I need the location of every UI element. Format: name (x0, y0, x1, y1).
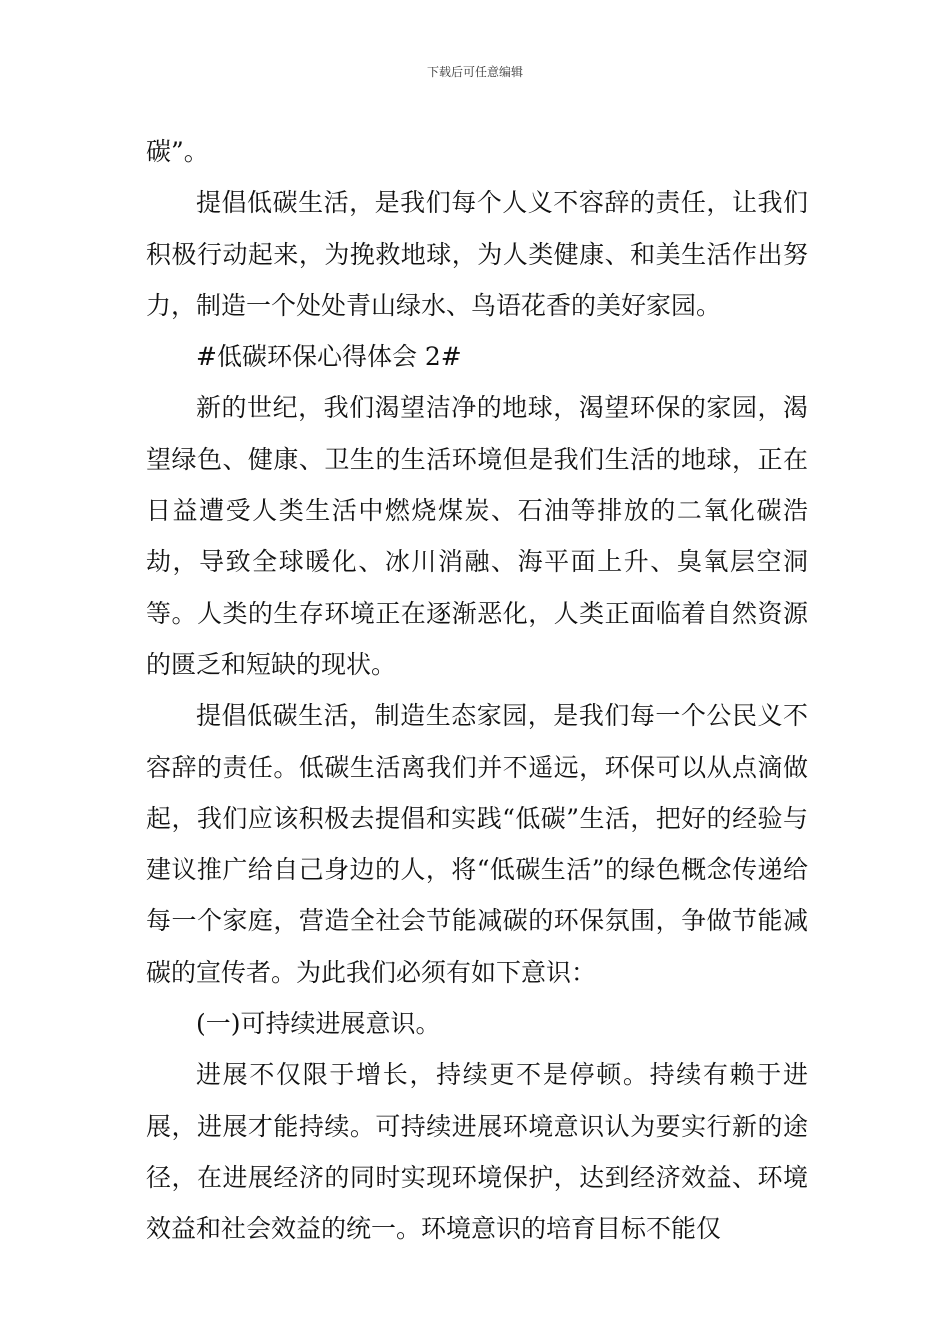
paragraph-new-century: 新的世纪，我们渴望洁净的地球，渴望环保的家园，渴望绿色、健康、卫生的生活环境但是我们生活的地球，正在日益遭受人类生活中燃烧煤炭、石油等排放的二氧化碳浩劫，导致全球暖化、冰川消融、海平面上升、臭氧层空洞等。人类的生存环境正在逐渐恶化，人类正面临着自然资源的匮乏和短缺的现状。 (146, 393, 808, 679)
paragraph-continuation: 碳”。 (146, 137, 209, 166)
paragraph-low-carbon-responsibility: 提倡低碳生活，是我们每个人义不容辞的责任，让我们积极行动起来，为挽救地球，为人类健康、和美生活作出努力，制造一个处处青山绿水、鸟语花香的美好家园。 (146, 188, 808, 320)
paragraph-advocate-low-carbon: 提倡低碳生活，制造生态家园，是我们每一个公民义不容辞的责任。低碳生活离我们并不遥远，环保可以从点滴做起，我们应该积极去提倡和实践“低碳”生活，把好的经验与建议推广给自己身边的人，将“低碳生活”的绿色概念传递给每一个家庭，营造全社会节能减碳的环保氛围，争做节能减碳的宣传者。为此我们必须有如下意识： (146, 701, 808, 987)
document-body (146, 126, 808, 1255)
section-heading: #低碳环保心得体会 2# (196, 342, 462, 372)
page-header: 下载后可任意编辑 (426, 65, 523, 79)
list-item-sustainable-development: (一)可持续进展意识。 (196, 1009, 441, 1039)
paragraph-development-sustainability: 进展不仅限于增长，持续更不是停顿。持续有赖于进展，进展才能持续。可持续进展环境意识认为要实行新的途径，在进展经济的同时实现环境保护，达到经济效益、环境效益和社会效益的统一。环境意识的培育目标不能仅 (146, 1060, 808, 1244)
